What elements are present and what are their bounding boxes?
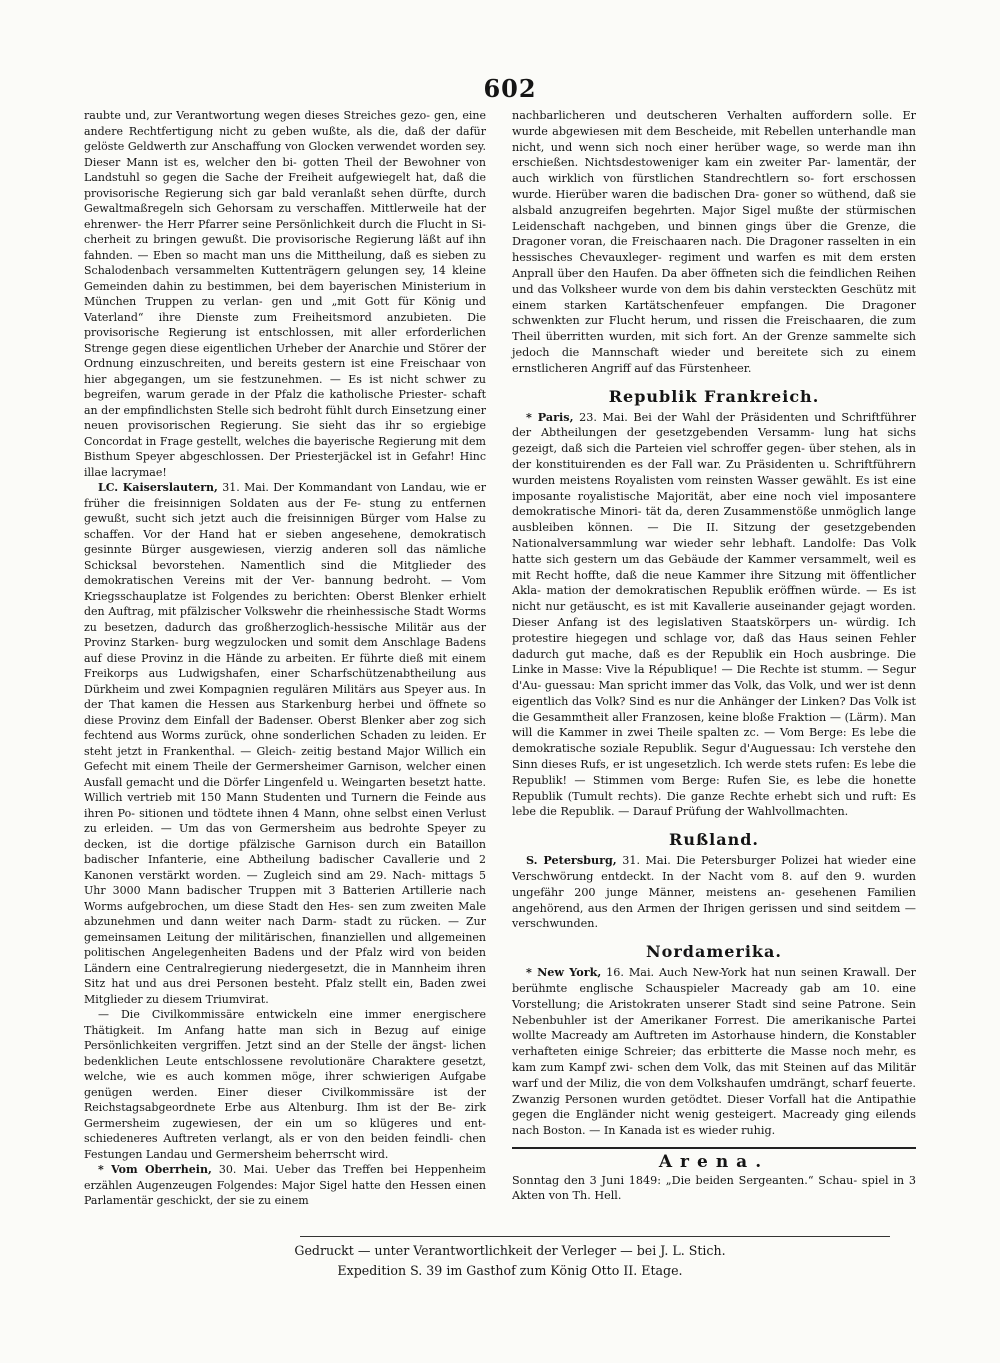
article-new-york [512, 965, 916, 1139]
dateline: * New York, [526, 965, 602, 980]
article-oberrhein [84, 1162, 486, 1209]
article-paragraph: nachbarlicheren und deutscheren Verhalten auffordern solle. Er wurde abgewiesen mit dem Bescheide, mit Rebellen unterhandle man nicht, und wenn sich noch einer herüber wage, so werde man ihn erschießen. Nichtsdestoweniger kam ein zweiter Par- lamentär, der auch wirklich von fürstlichen Standrechtlern so- fort erschossen wurde. Hierüber waren die badischen Dra- goner so wüthend, daß sie alsbald anzugreifen begehrten. Major Sigel mußte der stürmischen Leidenschaft nachgeben, und binnen gings über die Grenze, die Dragoner voran, die Freischaaren nach. Die Dragoner rasselten in ein hessisches Chevauxleger- regiment und warfen es mit dem ersten Anprall über den Haufen. Da aber öffneten sich die feindlichen Reihen und das Volksheer wurde von dem bis dahin versteckten Geschütz mit einem starken Kartätschenfeuer empfangen. Die Dragoner schwenkten zur Flucht herum, und rissen die Freischaaren, die zum Theil überritten wurden, mit sich fort. An der Grenze sammelte sich jedoch die Mannschaft wieder und bereitete sich zu einem ernstlicheren Angriff auf das Fürstenheer. [512, 109, 916, 375]
divider [512, 1147, 916, 1149]
arena-heading: Arena. [658, 1152, 770, 1173]
right-column [512, 108, 916, 1203]
article-paragraph: raubte und, zur Verantwortung wegen dieses Streiches gezo- gen, eine andere Rechtfertigung nicht zu geben wußte, als die, daß der dafür gelöste Geldwerth zur Anschaffung von Glocken verwendet worden sey. Dieser Mann ist es, welcher den bi- gotten Theil der Bewohner von Landstuhl so gegen die Sache der Freiheit aufgewiegelt hat, daß die provisorische Regierung sich gar bald veranlaßt sehen dürfte, durch Gewaltmaßregeln sich Gehorsam zu verschaffen. Mittlerweile hat der ehrenwer- the Herr Pfarrer seine Persönlichkeit durch die Flucht in Si- cherheit zu bringen gewußt. Die provisorische Regierung läßt auf ihn fahnden. — Eben so macht man uns die Mittheilung, daß es sieben zu Schalodenbach versammelten Kuttenträgern gelungen sey, 14 kleine Gemeinden dahin zu bestimmen, bei dem bayerischen Ministerium in München Truppen zu verlan- gen und „mit Gott für König und Vaterland“ ihre Dienste zum Freiheitsmord anzubieten. Die provisorische Regierung ist entschlossen, mit aller erforderlichen Strenge gegen diese eigentlichen Urheber der Anarchie und Störer der Ordnung einzuschreiten, und bereits gestern ist eine Freischaar von hier abgegangen, um sie festzunehmen. — Es ist nicht schwer zu begreifen, warum gerade in der Pfalz die katholische Priester- schaft an der empfindlichsten Stelle sich bedroht fühlt durch Einsetzung einer neuen provisorischen Regierung. Sie sieht das ihr so ergiebige Concordat in Frage gestellt, welches die bayerische Regierung mit dem Bisthum Speyer abgeschlossen. Der Priesterjäckel ist in Gefahr! Hinc illae lacrymae! [84, 109, 486, 479]
article-text: 23. Mai. Bei der Wahl der Präsidenten und Schriftführer der Abtheilungen der gesetzgebenden Versamm- lung hat sichs gezeigt, daß sich die Parteien viel schroffer gegen- über stehen, als in der konstituirenden es der Fall war. Zu Präsidenten u. Schriftführern wurden meistens Royalisten vom reinsten Wasser gewählt. Es ist eine imposante royalistische Majorität, aber eine noch viel imposantere demokratische Minori- tät da, deren Zusammenstöße unmöglich lange ausbleiben können. — Die II. Sitzung der gesetzgebenden Nationalversammlung war wieder sehr lebhaft. Landolfe: Das Volk hatte sich gestern um das Gebäude der Kammer versammelt, weil es mit Recht hoffte, daß die neue Kammer ihre Sitzung mit öffentlicher Akla- mation der demokratischen Republik eröffnen würde. — Es ist nicht nur getäuscht, es ist mit Kavallerie auseinander gejagt worden. Dieser Anfang ist des legislativen Staatskörpers un- würdig. Ich protestire hiegegen und schlage vor, daß das Haus seinen Fehler dadurch gut mache, daß es der Republik ein Hoch ausbringe. Die Linke in Masse: Vive la République! — Die Rechte ist stumm. — Segur d'Au- guessau: Man spricht immer das Volk, das Volk, und wer ist denn eigentlich das Volk? Sind es nur die Anhänger der Linken? Das Volk ist die Gesammtheit aller Franzosen, keine bloße Fraktion — (Lärm). Man will die Kammer in zwei Theile spalten zc. — Vom Berge: Es lebe die demokratische soziale Republik. Segur d'Auguessau: Ich verstehe den Sinn dieses Rufs, er ist ungesetzlich. Ich werde stets rufen: Es lebe die Republik! — Stimmen vom Berge: Rufen Sie, es lebe die honette Republik (Tumult rechts). Die ganze Rechte erhebt sich und ruft: Es lebe die Republik. — Darauf Prüfung der Wahlvollmachten. [512, 410, 916, 819]
article-text: 31. Mai. Die Petersburger Polizei hat wieder eine Verschwörung entdeckt. In der Nacht vom 8. auf den 9. wurden ungefähr 200 junge Männer, meistens an- gesehenen Familien angehörend, aus den Armen der Ihrigen gerissen und sind seitdem — verschwunden. [512, 854, 917, 931]
article-text: 16. Mai. Auch New-York hat nun seinen Krawall. Der berühmte englische Schauspieler Macready gab am 10. eine Vorstellung; die Aristokraten unserer Stadt sind seine Patrone. Sein Nebenbuhler ist der Amerikaner Forrest. Die amerikanische Partei wollte Macready am Auftreten im Astorhause hindern, die Konstabler verhafteten einige Schreier; das erbitterte die Masse noch mehr, es kam zum Kampf zwi- schen dem Volk, das mit Steinen auf das Militär warf und der Miliz, die von dem Volkshaufen umdrängt, scharf feuerte. Zwanzig Personen wurden getödtet. Dieser Vorfall hat die Antipathie gegen die Engländer nicht wenig gesteigert. Macready ging eilends nach Boston. — In Kanada ist es wieder ruhig. [512, 966, 916, 1138]
left-column [84, 108, 486, 1209]
expedition-line: Expedition S. 39 im Gasthof zum König Otto II. Etage. [337, 1263, 683, 1278]
printer-line: Gedruckt — unter Verantwortlichkeit der Verleger — bei J. L. Stich. [294, 1243, 726, 1258]
dateline: * Paris, [526, 409, 574, 424]
dateline: * Vom Oberrhein, [98, 1163, 212, 1176]
article-paris [512, 410, 916, 821]
section-heading-russia: Rußland. [669, 830, 759, 850]
article-petersburg [512, 853, 916, 932]
section-heading-north-america: Nordamerika. [646, 942, 782, 962]
article-kaiserslautern [84, 480, 486, 1007]
footer-divider [300, 1236, 890, 1237]
section-heading-france: Republik Frankreich. [608, 386, 820, 406]
article-text: 30. Mai. Ueber das Treffen bei Heppenheim erzählen Augenzeugen Folgendes: Major Sigel hatte den Hessen einen Parlamentär geschickt, der sie zu einem [84, 1163, 486, 1207]
dateline: S. Petersburg, [526, 853, 617, 868]
page-number: 602 [483, 74, 537, 103]
arena-notice: Sonntag den 3 Juni 1849: „Die beiden Sergeanten.“ Schau- spiel in 3 Akten von Th. Hell. [512, 1173, 916, 1202]
article-paragraph: — Die Civilkommissäre entwickeln eine immer energischere Thätigkeit. Im Anfang hatte man sich in Bezug auf einige Persönlichkeiten vergriffen. Jetzt sind an der Stelle der ängst- lichen bedenklichen Leute entschlossene revolutionäre Charaktere gesetzt, welche, wie es auch kommen möge, ihrer schwierigen Aufgabe genügen werden. Einer dieser Civilkommissäre ist der Reichstagsabgeordnete Erbe aus Altenburg. Ihm ist der Be- zirk Germersheim zugewiesen, der ein um so klügeres und ent- schiedeneres Auftreten verlangt, als er von den beiden feindli- chen Festungen Landau und Germersheim beherrscht wird. [84, 1008, 486, 1161]
dateline: LC. Kaiserslautern, [98, 481, 218, 494]
article-text: 31. Mai. Der Kommandant von Landau, wie er früher die freisinnigen Soldaten aus der Fe- stung zu entfernen gewußt, sucht sich jetzt auch die freisinnigen Bürger vom Halse zu schaffen. Vor der Hand hat er sieben angesehene, demokratisch gesinnte Bürger ausgewiesen, vierzig anderen soll das nämliche Schicksal bevorstehen. Namentlich sind die Mitglieder des demokratischen Vereins mit der Ver- bannung bedroht. — Vom Kriegsschauplatze ist Folgendes zu berichten: Oberst Blenker erhielt den Auftrag, mit pfälzischer Volkswehr die rheinhessische Stadt Worms zu besetzen, dadurch das großherzoglich-hessische Militär aus der Provinz Starken- burg wegzulocken und somit dem Anschlage Badens auf diese Provinz in die Hände zu arbeiten. Er führte dieß mit einem Freikorps aus Ludwigshafen, einer Scharfschützenabtheilung aus Dürkheim und zwei Kompagnien regulären Militärs aus Speyer aus. In der That kamen die Hessen aus Starkenburg herbei und öffnete so diese Provinz dem Einfall der Badenser. Oberst Blenker aber zog sich fechtend aus Worms zurück, ohne sonderlichen Schaden zu leiden. Er steht jetzt in Frankenthal. — Gleich- zeitig bestand Major Willich ein Gefecht mit einem Theile der Germersheimer Garnison, welcher einen Ausfall gemacht und die Dörfer Lingenfeld u. Weingarten besetzt hatte. Willich vertrieb mit 150 Mann Studenten und Turnern die Feinde aus ihren Po- sitionen und tödtete ihnen 4 Mann, ohne selbst einen Verlust zu erleiden. — Um das von Germersheim aus bedrohte Speyer zu decken, ist die dortige pfälzische Garnison durch ein Bataillon badischer Infanterie, eine Abtheilung badischer Cavallerie und 2 Kanonen verstärkt worden. — Zugleich sind am 29. Nach- mittags 5 Uhr 3000 Mann badischer Truppen mit 3 Batterien Artillerie nach Worms aufgebrochen, um diese Stadt den Hes- sen zum zweiten Male abzunehmen und dann weiter nach Darm- stadt zu rücken. — Zur gemeinsamen Leitung der militärischen, finanziellen und allgemeinen politischen Angelegenheiten Badens und der Pfalz wird von beiden Ländern eine Centralregierung niedergesetzt, die in Mannheim ihren Sitz hat und aus drei Personen besteht. Pfalz stellt ein, Baden zwei Mitglieder zu diesem Triumvirat. [84, 481, 487, 1006]
